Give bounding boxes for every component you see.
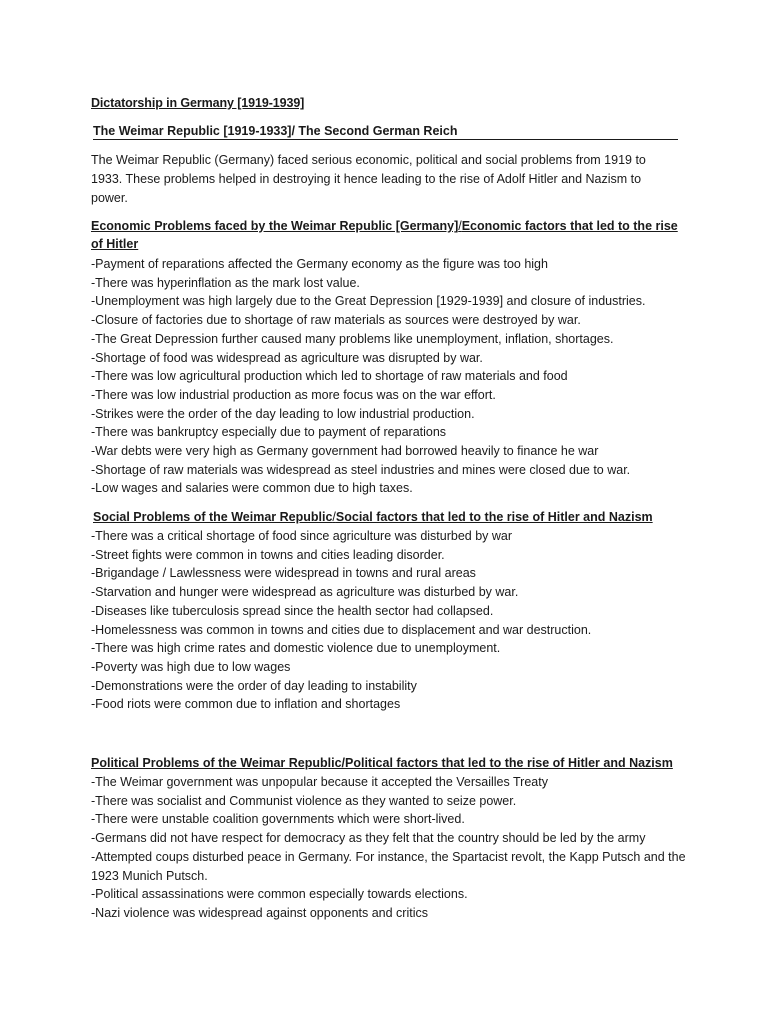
list-item: -Attempted coups disturbed peace in Germany. For instance, the Spartacist revolt, the Kapp Putsch and the 1923 Munich Putsch. — [91, 849, 686, 883]
list-item: -Nazi violence was widespread against opponents and critics — [91, 905, 428, 920]
social-heading-separator: / — [332, 510, 336, 524]
list-item: -There was hyperinflation as the mark lost value. — [91, 275, 360, 290]
list-item: -Germans did not have respect for democracy as they felt that the country should be led by the army — [91, 831, 646, 846]
list-item: -Payment of reparations affected the Germany economy as the figure was too high — [91, 257, 548, 271]
list-item: -There was low agricultural production which led to shortage of raw materials and food — [91, 369, 568, 384]
economic-problems-list — [91, 255, 711, 498]
list-item: -Demonstrations were the order of day leading to instability — [91, 678, 417, 693]
list-item: -Shortage of raw materials was widespread as steel industries and mines were closed due to war. — [91, 462, 631, 477]
list-item: -There was a critical shortage of food since agriculture was disturbed by war — [91, 529, 513, 543]
economic-heading-part-a: Economic Problems faced by the Weimar Republic [Germany] — [91, 219, 459, 233]
list-item: -Strikes were the order of the day leading to low industrial production. — [91, 406, 475, 421]
list-item: -The Weimar government was unpopular because it accepted the Versailles Treaty — [91, 775, 548, 789]
list-item: -Diseases like tuberculosis spread since the health sector had collapsed. — [91, 603, 494, 618]
political-section-heading: Political Problems of the Weimar Republic/Political factors that led to the rise of Hitler and Nazism — [91, 756, 673, 770]
economic-section-heading — [91, 217, 691, 253]
social-section-heading — [93, 508, 693, 526]
list-item: -Starvation and hunger were widespread as agriculture was disturbed by war. — [91, 585, 519, 600]
list-item: -Street fights were common in towns and cities leading disorder. — [91, 547, 445, 562]
list-item: -There was socialist and Communist violence as they wanted to seize power. — [91, 793, 517, 808]
list-item: -Poverty was high due to low wages — [91, 659, 291, 674]
list-item: -There was high crime rates and domestic violence due to unemployment. — [91, 641, 501, 656]
social-problems-list — [91, 527, 711, 714]
list-item: -Food riots were common due to inflation and shortages — [91, 697, 401, 712]
list-item: -War debts were very high as Germany government had borrowed heavily to finance he war — [91, 444, 599, 459]
list-item: -Brigandage / Lawlessness were widespread in towns and rural areas — [91, 566, 476, 581]
political-problems-list — [91, 773, 711, 923]
list-item: -Political assassinations were common especially towards elections. — [91, 887, 468, 902]
document-subtitle: The Weimar Republic [1919-1933]/ The Second German Reich — [93, 124, 678, 140]
economic-heading-part-b: Economic factors that led to the rise of Hitler — [91, 219, 678, 251]
list-item: -Closure of factories due to shortage of raw materials as sources were destroyed by war. — [91, 313, 581, 328]
list-item: -There were unstable coalition governments which were short-lived. — [91, 812, 465, 827]
list-item: -There was bankruptcy especially due to payment of reparations — [91, 425, 447, 440]
social-heading-part-a: Social Problems of the Weimar Republic — [93, 510, 333, 524]
intro-paragraph: The Weimar Republic (Germany) faced serious economic, political and social problems from 1919 to 1933. These problems helped in destroying it hence leading to the rise of Adolf Hitler and Nazism to power. — [91, 153, 646, 205]
list-item: -Homelessness was common in towns and cities due to displacement and war destruction. — [91, 622, 592, 637]
social-heading-part-b: Social factors that led to the rise of Hitler and Nazism — [335, 510, 653, 524]
list-item: -Unemployment was high largely due to the Great Depression [1929-1939] and closure of industries. — [91, 294, 646, 309]
document-title: Dictatorship in Germany [1919-1939] — [91, 96, 305, 110]
economic-heading-separator: / — [458, 219, 462, 233]
list-item: -The Great Depression further caused many problems like unemployment, inflation, shortages. — [91, 331, 614, 346]
list-item: -Low wages and salaries were common due to high taxes. — [91, 481, 413, 496]
list-item: -Shortage of food was widespread as agriculture was disrupted by war. — [91, 350, 483, 365]
list-item: -There was low industrial production as more focus was on the war effort. — [91, 387, 496, 402]
